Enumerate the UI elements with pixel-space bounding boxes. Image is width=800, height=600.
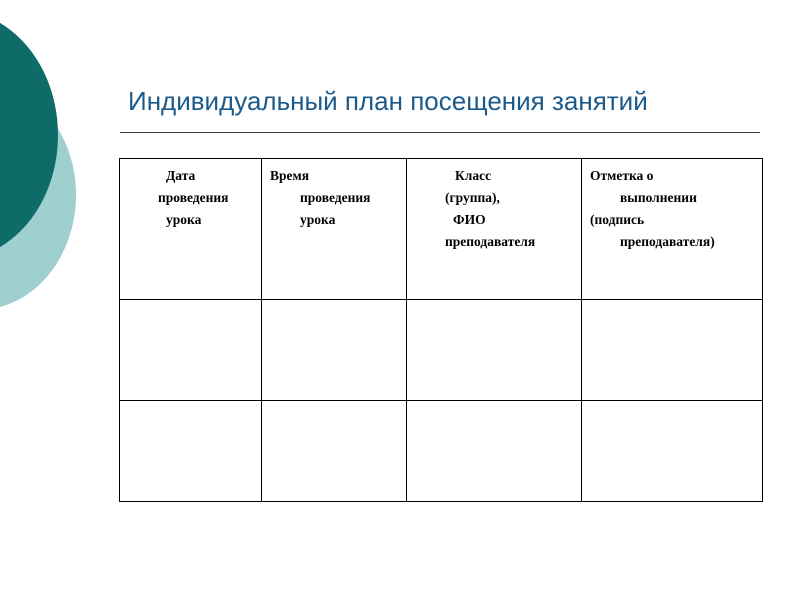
header-line: Время bbox=[270, 168, 310, 183]
header-line: преподавателя) bbox=[620, 234, 715, 249]
table-cell[interactable] bbox=[262, 300, 407, 401]
header-lesson-time bbox=[262, 159, 407, 300]
table-cell[interactable] bbox=[582, 401, 763, 502]
table-row bbox=[120, 300, 763, 401]
header-line: ФИО bbox=[453, 212, 486, 227]
table-header-row bbox=[120, 159, 763, 300]
header-line: (группа), bbox=[445, 190, 500, 205]
table-cell[interactable] bbox=[120, 401, 262, 502]
header-line: выполнении bbox=[620, 190, 697, 205]
header-line: Класс bbox=[455, 168, 492, 183]
title-underline bbox=[120, 132, 760, 133]
header-line: Дата bbox=[166, 168, 196, 183]
table-cell[interactable] bbox=[120, 300, 262, 401]
header-completion-mark bbox=[582, 159, 763, 300]
header-line: проведения bbox=[300, 190, 371, 205]
table-cell[interactable] bbox=[262, 401, 407, 502]
header-line: проведения bbox=[158, 190, 229, 205]
header-line: (подпись bbox=[590, 212, 645, 227]
header-line: урока bbox=[300, 212, 336, 227]
table-cell[interactable] bbox=[582, 300, 763, 401]
table-cell[interactable] bbox=[407, 300, 582, 401]
table-row bbox=[120, 401, 763, 502]
header-class-teacher bbox=[407, 159, 582, 300]
slide-title: Индивидуальный план посещения занятий bbox=[128, 86, 648, 116]
table-cell[interactable] bbox=[407, 401, 582, 502]
header-line: преподавателя bbox=[445, 234, 536, 249]
header-lesson-date bbox=[120, 159, 262, 300]
visit-plan-table bbox=[119, 158, 763, 502]
header-line: Отметка о bbox=[590, 168, 654, 183]
header-line: урока bbox=[166, 212, 202, 227]
